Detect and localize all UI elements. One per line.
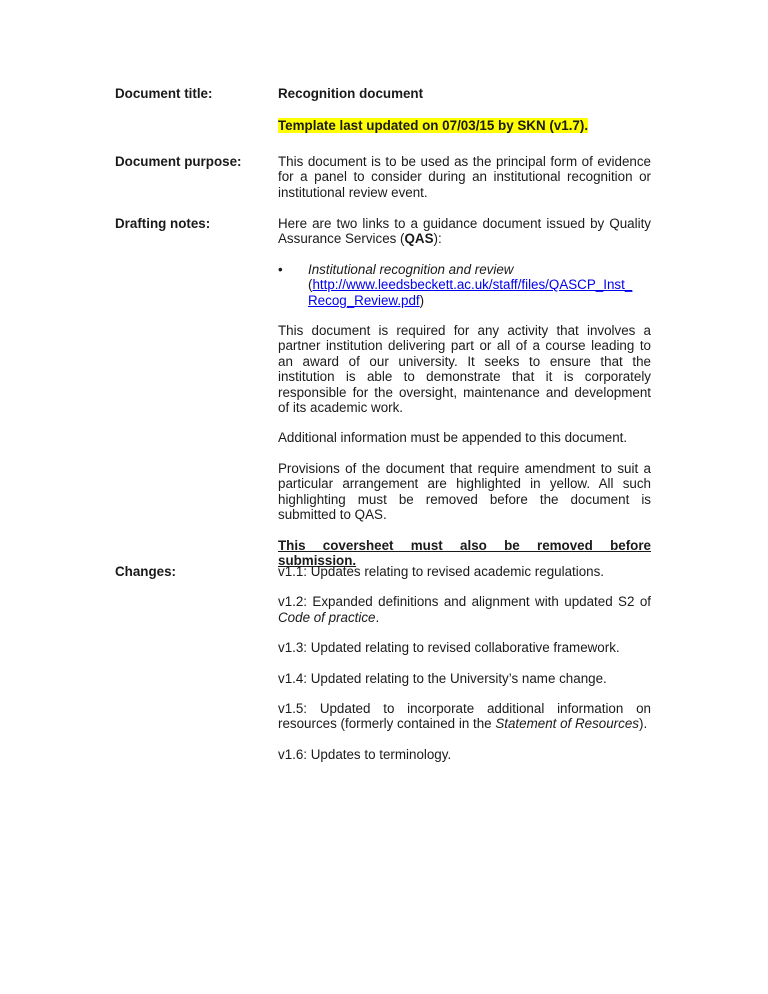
change-item-v1-5: v1.5: Updated to incorporate additional information on resources (formerly contained in the Statement of Resources).: [278, 701, 651, 732]
drafting-notes-intro: Here are two links to a guidance document issued by Quality Assurance Services (QAS):: [278, 216, 651, 247]
drafting-notes-label: Drafting notes:: [115, 216, 211, 231]
change-item-v1-3: v1.3: Updated relating to revised collaborative framework.: [278, 640, 620, 656]
change-item-v1-1: v1.1: Updates relating to revised academic regulations.: [278, 564, 605, 579]
guidance-title: Institutional recognition and review: [308, 261, 514, 277]
guidance-link-bullet: • Institutional recognition and review (http://www.leedsbeckett.ac.uk/staff/files/QASCP_Inst_ Recog_Review.pdf): [278, 261, 633, 308]
change-item-v1-6: v1.6: Updates to terminology.: [278, 746, 452, 762]
document-purpose-label: Document purpose:: [115, 154, 242, 169]
drafting-notes-paragraph: This document is required for any activity that involves a partner institution delivering part or all of a course leading to an award of our university. It seeks to ensure that the institution is able to demonstrate that it is corporately responsible for the oversight, maintenance and development of its academic work.: [278, 323, 651, 416]
document-title-value: Recognition document: [278, 86, 424, 101]
document-purpose-text: This document is to be used as the principal form of evidence for a panel to consider during an institutional recognition or institutional review event.: [278, 154, 651, 200]
change-item-v1-4: v1.4: Updated relating to the University’s name change.: [278, 670, 607, 686]
coversheet-removal-warning: This coversheet must also be removed before submission.: [278, 537, 651, 568]
change-item-v1-2: v1.2: Expanded definitions and alignment with updated S2 of Code of practice.: [278, 594, 651, 625]
drafting-notes-paragraph: Provisions of the document that require amendment to suit a particular arrangement are highlighted in yellow. All such highlighting must be removed before the document is submitted to QAS.: [278, 460, 651, 523]
guidance-url-link[interactable]: http://www.leedsbeckett.ac.uk/staff/files/QASCP_Inst_ Recog_Review.pdf: [308, 277, 633, 308]
template-update-note: Template last updated on 07/03/15 by SKN (v1.7).: [278, 118, 589, 134]
bullet-icon: •: [278, 261, 283, 277]
document-title-label: Document title:: [115, 86, 213, 101]
changes-label: Changes:: [115, 564, 177, 579]
drafting-notes-paragraph: Additional information must be appended to this document.: [278, 430, 628, 446]
